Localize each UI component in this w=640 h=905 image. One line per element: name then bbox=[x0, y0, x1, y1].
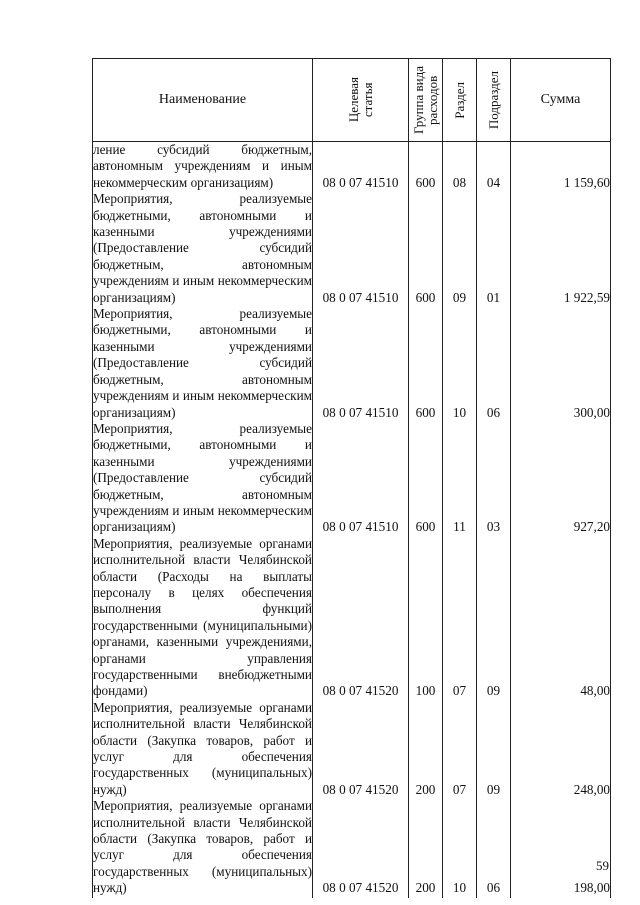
row-group: 600 bbox=[409, 421, 443, 536]
header-subsection-cell bbox=[477, 59, 511, 142]
row-target: 08 0 07 41520 bbox=[313, 536, 409, 700]
header-subsection: Подраздел bbox=[485, 70, 501, 130]
header-name: Наименование bbox=[93, 59, 313, 142]
row-target: 08 0 07 41520 bbox=[313, 700, 409, 798]
row-group: 200 bbox=[409, 700, 443, 798]
row-section: 10 bbox=[443, 306, 477, 421]
row-section: 11 bbox=[443, 421, 477, 536]
row-section: 09 bbox=[443, 191, 477, 306]
row-subsection: 03 bbox=[477, 421, 511, 536]
row-subsection: 09 bbox=[477, 536, 511, 700]
row-section: 07 bbox=[443, 536, 477, 700]
row-sum: 248,00 bbox=[511, 700, 611, 798]
header-target-cell bbox=[313, 59, 409, 142]
row-target: 08 0 07 41510 bbox=[313, 421, 409, 536]
row-sum: 48,00 bbox=[511, 536, 611, 700]
header-group: Группа вида расходов bbox=[410, 66, 440, 134]
table-row bbox=[93, 191, 611, 306]
row-name: Мероприятия, реализуемые бюджетными, автономными и казенными учреждениями (Предоставление субсидий бюджетным, автономным учреждениям и иным некоммерческим организациям) bbox=[93, 306, 312, 420]
page-number: 59 bbox=[596, 858, 609, 873]
row-sum: 1 159,60 bbox=[511, 142, 611, 192]
row-name: Мероприятия, реализуемые органами исполнительной власти Челябинской области (Расходы на выплаты персоналу в целях обеспечения выполнения функций государственными (муниципальными) органами, казенными учреждениями, органами управления государственными внебюджетными фондами) bbox=[93, 535, 312, 699]
row-group: 600 bbox=[409, 306, 443, 421]
row-subsection: 04 bbox=[477, 142, 511, 192]
row-name: Мероприятия, реализуемые бюджетными, автономными и казенными учреждениями (Предоставление субсидий бюджетным, автономным учреждениям и иным некоммерческим организациям) bbox=[93, 420, 312, 535]
row-name: Мероприятия, реализуемые бюджетными, автономными и казенными учреждениями (Предоставление субсидий бюджетным, автономным учреждениям и иным некоммерческим организациям) bbox=[93, 191, 312, 305]
row-sum: 927,20 bbox=[511, 421, 611, 536]
row-subsection: 09 bbox=[477, 700, 511, 798]
header-section: Раздел bbox=[451, 81, 467, 119]
header-sum: Сумма bbox=[511, 59, 611, 142]
header-group-cell bbox=[409, 59, 443, 142]
row-group: 100 bbox=[409, 536, 443, 700]
table-row bbox=[93, 798, 611, 897]
row-section: 10 bbox=[443, 798, 477, 897]
row-group: 600 bbox=[409, 142, 443, 192]
row-name: ление субсидий бюджетным, автономным учреждениям и иным некоммерческим организациям) bbox=[93, 142, 312, 190]
row-name: Мероприятия, реализуемые органами исполнительной власти Челябинской области (Закупка товаров, работ и услуг для обеспечения государственных (муниципальных) нужд) bbox=[93, 699, 312, 797]
row-sum: 300,00 bbox=[511, 306, 611, 421]
row-sum: 198,00 bbox=[511, 798, 611, 897]
table-row bbox=[93, 536, 611, 700]
row-group: 200 bbox=[409, 798, 443, 897]
header-section-cell bbox=[443, 59, 477, 142]
row-group: 600 bbox=[409, 191, 443, 306]
row-target: 08 0 07 41520 bbox=[313, 798, 409, 897]
budget-table bbox=[92, 58, 611, 898]
row-name: Мероприятия, реализуемые органами исполнительной власти Челябинской области (Закупка товаров, работ и услуг для обеспечения государственных (муниципальных) нужд) bbox=[93, 798, 313, 897]
table-header-row bbox=[93, 59, 611, 142]
row-target: 08 0 07 41510 bbox=[313, 142, 409, 192]
row-subsection: 01 bbox=[477, 191, 511, 306]
table-row bbox=[93, 306, 611, 421]
table-row bbox=[93, 142, 611, 192]
row-sum: 1 922,59 bbox=[511, 191, 611, 306]
row-target: 08 0 07 41510 bbox=[313, 306, 409, 421]
row-target: 08 0 07 41510 bbox=[313, 191, 409, 306]
row-section: 07 bbox=[443, 700, 477, 798]
row-subsection: 06 bbox=[477, 306, 511, 421]
row-subsection: 06 bbox=[477, 798, 511, 897]
row-section: 08 bbox=[443, 142, 477, 192]
header-target: Целевая статья bbox=[345, 77, 375, 123]
table-row bbox=[93, 421, 611, 536]
table-row bbox=[93, 700, 611, 798]
